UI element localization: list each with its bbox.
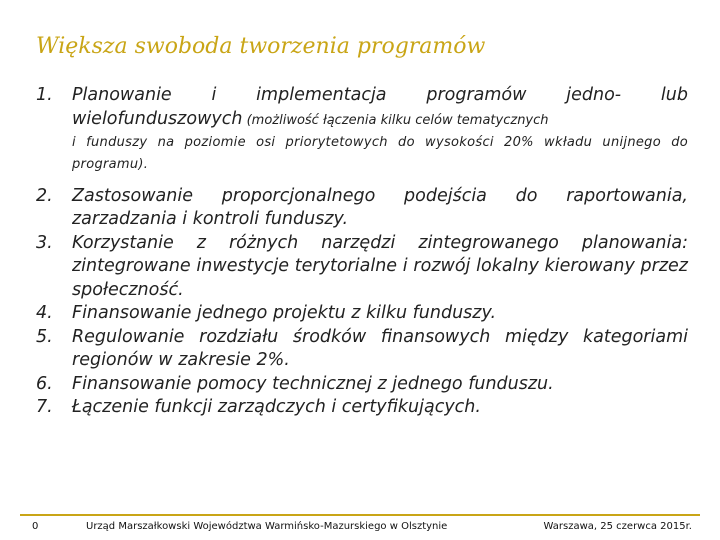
list-item-note-continued: i funduszy na poziomie osi priorytetowych do wysokości 20% wkładu unijnego do programu). (72, 134, 688, 172)
list-item-text: Planowanie i implementacja programów jedno- lub wielofunduszowych (72, 85, 688, 129)
list-item (36, 373, 688, 397)
slide-title: Większa swoboda tworzenia programów (36, 34, 486, 59)
footer-page-number: 0 (32, 521, 39, 532)
list-item-number: 6. (36, 373, 53, 394)
list-item (36, 326, 688, 373)
list-item-note: (możliwość łączenia kilku celów tematycznych (242, 112, 549, 128)
list-item-number: 7. (36, 397, 53, 417)
footer-divider (20, 514, 700, 516)
list-item (36, 185, 688, 232)
list-item-text: Korzystanie z różnych narzędzi zintegrowanego planowania: zintegrowane inwestycje terytorialne i rozwój lokalny kierowany przez społeczność. (72, 232, 688, 300)
list-item-text: Finansowanie jednego projektu z kilku funduszy. (72, 303, 497, 323)
list-item-text: Zastosowanie proporcjonalnego podejścia do raportowania, zarzadzania i kontroli funduszy. (72, 185, 688, 229)
list-item (36, 396, 688, 420)
list-item-number: 5. (36, 326, 53, 347)
list-item (36, 302, 688, 326)
list-item-number: 1. (36, 85, 53, 105)
footer-date: Warszawa, 25 czerwca 2015r. (543, 521, 692, 532)
footer-organization: Urząd Marszałkowski Województwa Warmińsko-Mazurskiego w Olsztynie (86, 521, 448, 532)
list-item (36, 84, 688, 176)
list-item-number: 3. (36, 232, 53, 253)
list-item-text: Finansowanie pomocy technicznej z jednego funduszu. (72, 373, 554, 394)
list-item-number: 2. (36, 185, 53, 206)
list-item-number: 4. (36, 303, 53, 323)
numbered-list (36, 84, 688, 420)
list-item-text: Regulowanie rozdziału środków finansowych między kategoriami regionów w zakresie 2%. (72, 326, 688, 370)
list-item (36, 232, 688, 303)
list-item-text: Łączenie funkcji zarządczych i certyfikujących. (72, 397, 481, 417)
